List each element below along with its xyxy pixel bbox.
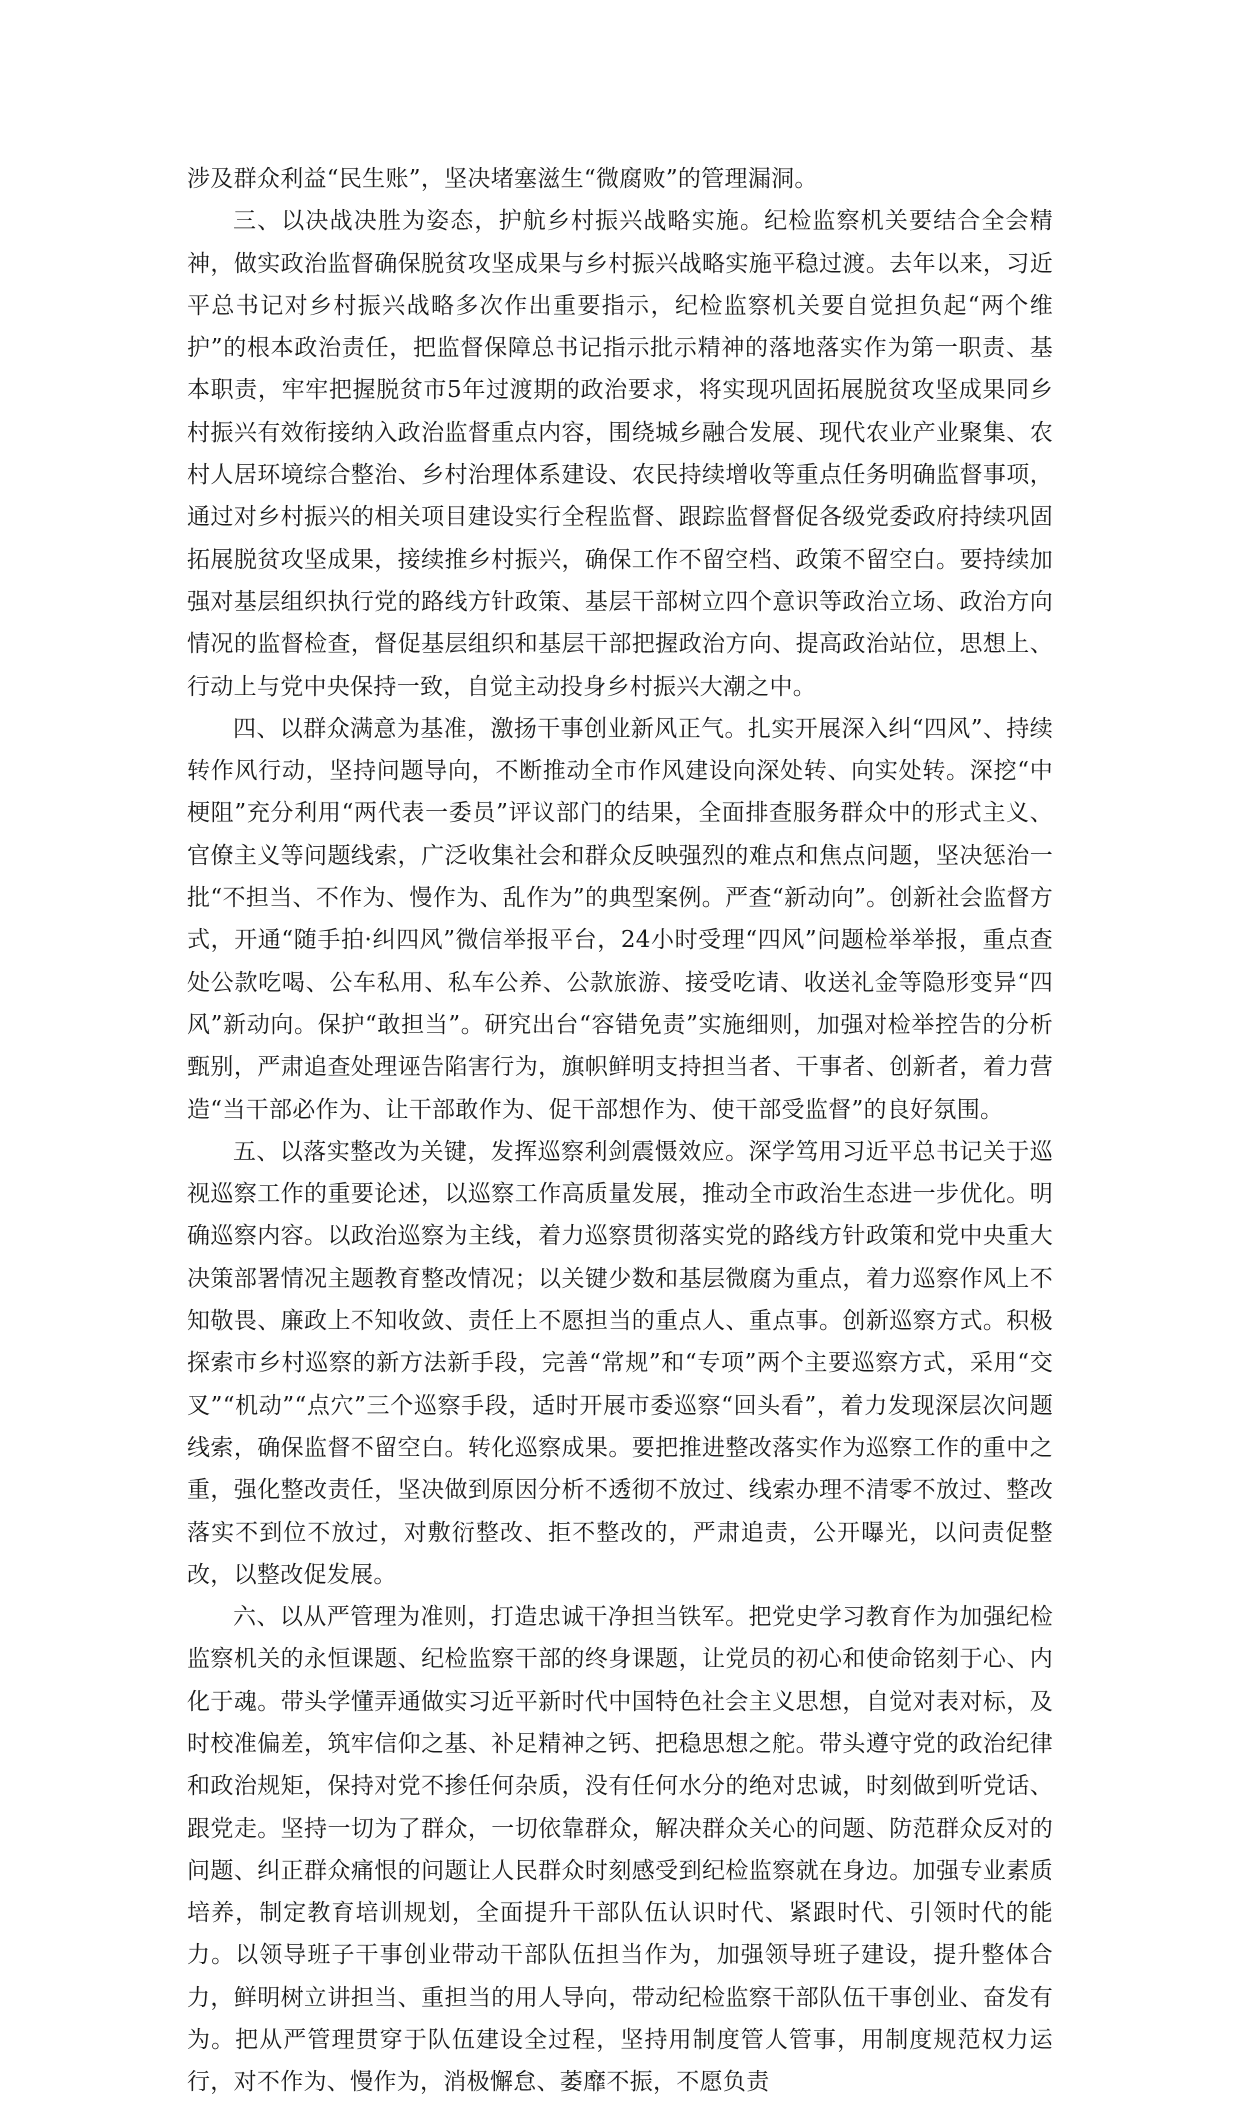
paragraph-continuation: 涉及群众利益“民生账”，坚决堵塞滋生“微腐败”的管理漏洞。 — [187, 166, 818, 192]
paragraph-section-5: 五、以落实整改为关键，发挥巡察利剑震慑效应。深学笃用习近平总书记关于巡视巡察工作的重要论述，以巡察工作高质量发展，推动全市政治生态进一步优化。明确巡察内容。以政治巡察为主线，着力巡察贯彻落实党的路线方针政策和党中央重大决策部署情况主题教育整改情况；以关键少数和基层微腐为重点，着力巡察作风上不知敬畏、廉政上不知收敛、责任上不愿担当的重点人、重点事。创新巡察方式。积极探索市乡村巡察的新方法新手段，完善“常规”和“专项”两个主要巡察方式，采用“交叉”“机动”“点穴”三个巡察手段，适时开展市委巡察“回头看”，着力发现深层次问题线索，确保监督不留空白。转化巡察成果。要把推进整改落实作为巡察工作的重中之重，强化整改责任，坚决做到原因分析不透彻不放过、线索办理不清零不放过、整改落实不到位不放过，对敷衍整改、拒不整改的，严肃追责，公开曝光，以问责促整改，以整改促发展。 — [187, 1138, 1053, 1588]
paragraph-section-4: 四、以群众满意为基准，激扬干事创业新风正气。扎实开展深入纠“四风”、持续转作风行动，坚持问题导向，不断推动全市作风建设向深处转、向实处转。深挖“中梗阻”充分利用“两代表一委员”评议部门的结果，全面排查服务群众中的形式主义、官僚主义等问题线索，广泛收集社会和群众反映强烈的难点和焦点问题，坚决惩治一批“不担当、不作为、慢作为、乱作为”的典型案例。严查“新动向”。创新社会监督方式，开通“随手拍·纠四风”微信举报平台，24小时受理“四风”问题检举举报，重点查处公款吃喝、公车私用、私车公养、公款旅游、接受吃请、收送礼金等隐形变异“四风”新动向。保护“敢担当”。研究出台“容错免责”实施细则，加强对检举控告的分析甄别，严肃追查处理诬告陷害行为，旗帜鲜明支持担当者、干事者、创新者，着力营造“当干部必作为、让干部敢作为、促干部想作为、使干部受监督”的良好氛围。 — [187, 715, 1053, 1123]
paragraph-section-3: 三、以决战决胜为姿态，护航乡村振兴战略实施。纪检监察机关要结合全会精神，做实政治监督确保脱贫攻坚成果与乡村振兴战略实施平稳过渡。去年以来，习近平总书记对乡村振兴战略多次作出重要指示，纪检监察机关要自觉担负起“两个维护”的根本政治责任，把监督保障总书记指示批示精神的落地落实作为第一职责、基本职责，牢牢把握脱贫市5年过渡期的政治要求，将实现巩固拓展脱贫攻坚成果同乡村振兴有效衔接纳入政治监督重点内容，围绕城乡融合发展、现代农业产业聚集、农村人居环境综合整治、乡村治理体系建设、农民持续增收等重点任务明确监督事项，通过对乡村振兴的相关项目建设实行全程监督、跟踪监督督促各级党委政府持续巩固拓展脱贫攻坚成果，接续推乡村振兴，确保工作不留空档、政策不留空白。要持续加强对基层组织执行党的路线方针政策、基层干部树立四个意识等政治立场、政治方向情况的监督检查，督促基层组织和基层干部把握政治方向、提高政治站位，思想上、行动上与党中央保持一致，自觉主动投身乡村振兴大潮之中。 — [187, 208, 1053, 700]
document-body — [187, 158, 1053, 2104]
paragraph-section-6: 六、以从严管理为准则，打造忠诚干净担当铁军。把党史学习教育作为加强纪检监察机关的永恒课题、纪检监察干部的终身课题，让党员的初心和使命铭刻于心、内化于魂。带头学懂弄通做实习近平新时代中国特色社会主义思想，自觉对表对标，及时校准偏差，筑牢信仰之基、补足精神之钙、把稳思想之舵。带头遵守党的政治纪律和政治规矩，保持对党不掺任何杂质，没有任何水分的绝对忠诚，时刻做到听党话、跟党走。坚持一切为了群众，一切依靠群众，解决群众关心的问题、防范群众反对的问题、纠正群众痛恨的问题让人民群众时刻感受到纪检监察就在身边。加强专业素质培养，制定教育培训规划，全面提升干部队伍认识时代、紧跟时代、引领时代的能力。以领导班子干事创业带动干部队伍担当作为，加强领导班子建设，提升整体合力，鲜明树立讲担当、重担当的用人导向，带动纪检监察干部队伍干事创业、奋发有为。把从严管理贯穿于队伍建设全过程，坚持用制度管人管事，用制度规范权力运行，对不作为、慢作为，消极懈怠、萎靡不振，不愿负责 — [187, 1604, 1053, 2096]
